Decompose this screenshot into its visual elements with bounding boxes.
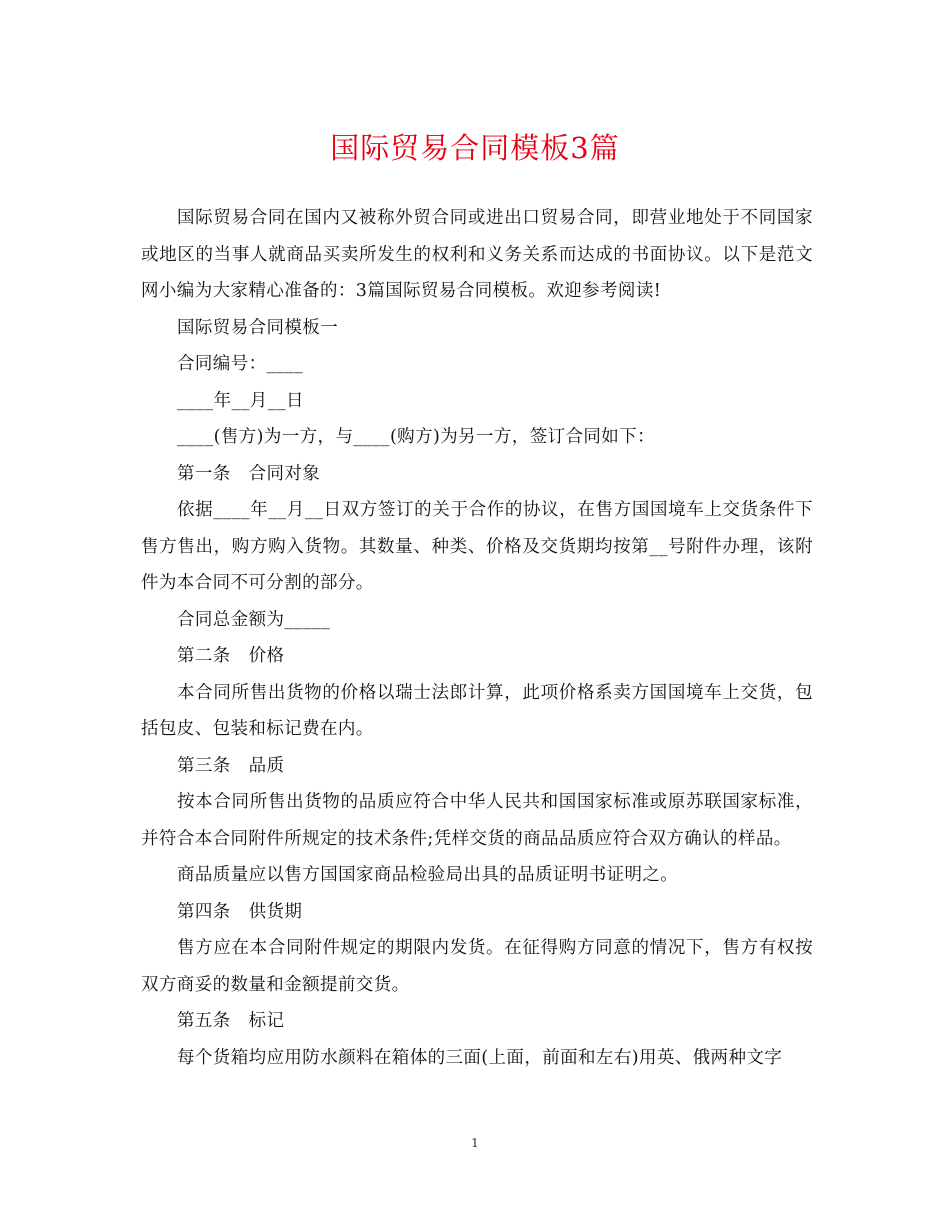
article-heading: 第二条 价格 bbox=[177, 646, 285, 666]
parties-line: ____(售方)为一方，与____(购方)为另一方，签订合同如下： bbox=[177, 427, 656, 447]
contract-number-line: 合同编号：____ bbox=[177, 354, 304, 374]
total-amount-line: 合同总金额为_____ bbox=[177, 609, 331, 630]
article-heading: 第五条 标记 bbox=[177, 1011, 285, 1031]
article-paragraph: 依据____年__月__日双方签订的关于合作的协议，在售方国国境车上交货条件下售方售出，购方购入货物。其数量、种类、价格及交货期均按第__号附件办理，该附件为本合同不可分割的部分。 bbox=[141, 500, 813, 593]
article-heading: 第一条 合同对象 bbox=[177, 463, 321, 484]
article-paragraph: 售方应在本合同附件规定的期限内发货。在征得购方同意的情况下，售方有权按双方商妥的数量和金额提前交货。 bbox=[141, 938, 813, 995]
document-title: 国际贸易合同模板3篇 bbox=[330, 131, 620, 165]
date-line: ____年__月__日 bbox=[177, 390, 304, 411]
article-heading: 第三条 品质 bbox=[177, 755, 285, 776]
intro-paragraph: 国际贸易合同在国内又被称外贸合同或进出口贸易合同，即营业地处于不同国家或地区的当事人就商品买卖所发生的权利和义务关系而达成的书面协议。以下是范文网小编为大家精心准备的：3篇国际贸易合同模板。欢迎参考阅读! bbox=[141, 208, 813, 301]
article-paragraph: 按本合同所售出货物的品质应符合中华人民共和国国家标准或原苏联国家标准，并符合本合同附件所规定的技术条件;凭样交货的商品品质应符合双方确认的样品。 bbox=[141, 792, 813, 849]
template-heading: 国际贸易合同模板一 bbox=[177, 317, 339, 338]
article-paragraph: 商品质量应以售方国国家商品检验局出具的品质证明书证明之。 bbox=[177, 865, 679, 885]
article-heading: 第四条 供货期 bbox=[177, 901, 303, 922]
page-number: 1 bbox=[471, 1136, 479, 1150]
document-body bbox=[141, 200, 813, 1076]
article-paragraph: 本合同所售出货物的价格以瑞士法郎计算，此项价格系卖方国国境车上交货，包括包皮、包装和标记费在内。 bbox=[141, 682, 813, 739]
article-paragraph: 每个货箱均应用防水颜料在箱体的三面(上面，前面和左右)用英、俄两种文字 bbox=[177, 1047, 783, 1068]
